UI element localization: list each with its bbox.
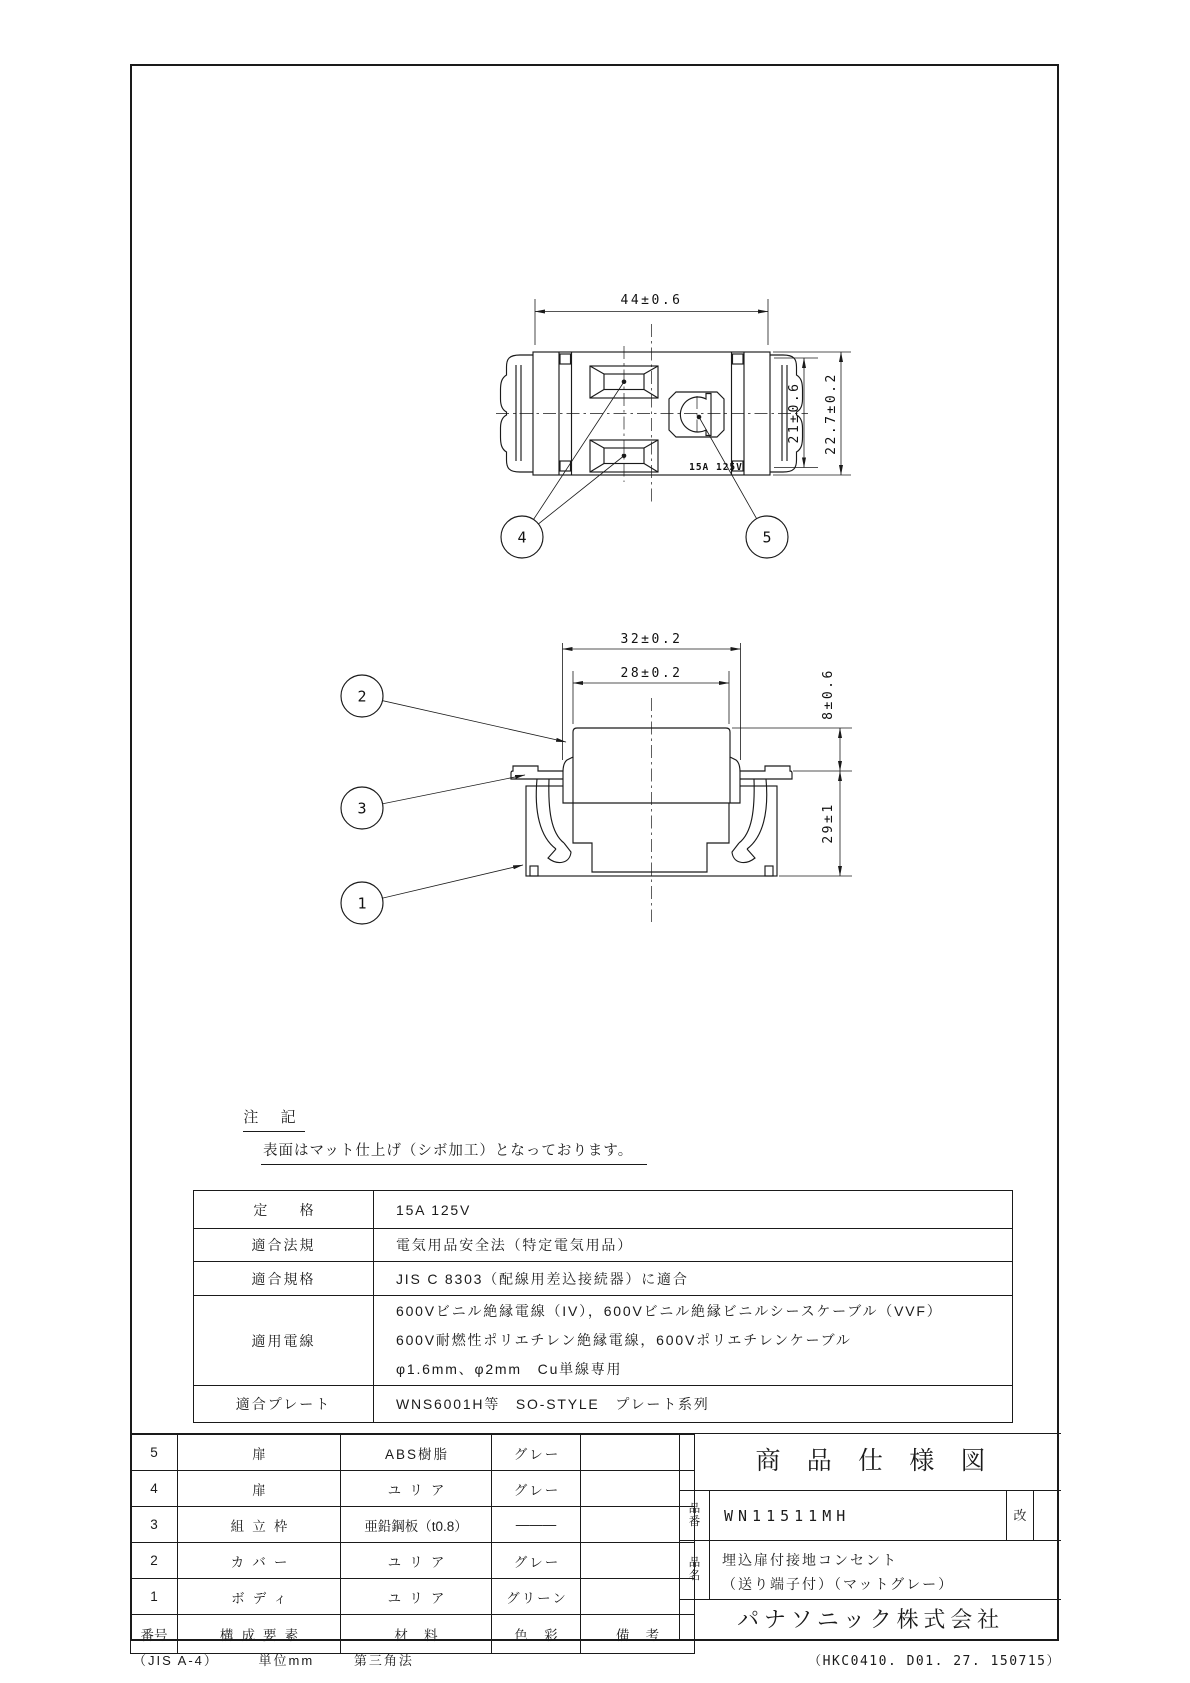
spec-row-standard (194, 1262, 1013, 1296)
part-material: ABS樹脂 (384, 1446, 450, 1462)
part-component: 組立枠 (230, 1518, 296, 1534)
parts-row (131, 1543, 695, 1579)
parts-header-no: 番号 (131, 1615, 178, 1654)
spec-label: 適合プレート (194, 1386, 374, 1423)
parts-table (130, 1434, 695, 1654)
spec-row-plate (194, 1386, 1013, 1423)
part-color: ——— (492, 1507, 581, 1543)
parts-row (131, 1579, 695, 1615)
part-no: 3 (131, 1507, 178, 1543)
part-material: ユリア (387, 1482, 453, 1498)
footer-standard: （JIS A-4） (133, 1653, 219, 1668)
parts-header-component: 構成要素 (219, 1628, 307, 1643)
front-dim-inner-height: 21±0.6 (787, 381, 802, 444)
ground-hole (669, 392, 724, 437)
part-material: ユリア (387, 1554, 453, 1570)
product-name-line2: （送り端子付）（マットグレー） (722, 1576, 955, 1592)
callout-1-number: 1 (357, 894, 367, 913)
face-rating-label: 15A 125V (689, 462, 743, 473)
title-block (679, 1434, 1061, 1640)
footer-projection: 第三角法 (353, 1653, 414, 1668)
callout-2-number: 2 (357, 687, 367, 706)
part-component: ボディ (231, 1590, 295, 1606)
part-remarks (581, 1543, 695, 1579)
parts-row (131, 1507, 695, 1543)
part-remarks (581, 1507, 695, 1543)
spec-value: 電気用品安全法（特定電気用品） (374, 1229, 1013, 1262)
part-number-label-cell (680, 1491, 710, 1540)
part-component: 扉 (178, 1471, 341, 1507)
part-no: 2 (131, 1543, 178, 1579)
part-no: 5 (131, 1435, 178, 1471)
spec-value: 15A 125V (374, 1191, 1013, 1229)
spec-row-rating (194, 1191, 1013, 1229)
front-view (496, 293, 851, 558)
spec-wire-line: 600V耐燃性ポリエチレン絶縁電線，600Vポリエチレンケーブル (396, 1332, 852, 1348)
parts-header-color: 色彩 (514, 1628, 574, 1643)
side-view (341, 632, 852, 924)
product-name-row (680, 1541, 1061, 1600)
parts-row (131, 1435, 695, 1471)
spec-row-law (194, 1229, 1013, 1262)
product-name-line1: 埋込扉付接地コンセント (722, 1552, 898, 1568)
notes-body: 表面はマット仕上げ（シボ加工）となっております。 (261, 1139, 647, 1165)
spec-value: WNS6001H等 SO-STYLE プレート系列 (374, 1386, 1013, 1423)
part-color: グレー (513, 1554, 561, 1570)
drawing-title: 商品仕様図 (680, 1434, 1061, 1491)
footer-unit: 単位mm (258, 1653, 315, 1668)
part-number-value: WN11511MH (724, 1507, 851, 1525)
revision-cell: 改 (1006, 1491, 1034, 1540)
part-remarks (581, 1435, 695, 1471)
parts-header-material: 材料 (394, 1628, 454, 1643)
bottom-band (130, 1433, 1061, 1641)
part-remarks (581, 1579, 695, 1615)
product-name-label-cell (680, 1541, 710, 1599)
part-color: グレー (513, 1482, 561, 1498)
company-name: パナソニック株式会社 (737, 1607, 1004, 1632)
spec-label: 適合法規 (194, 1229, 374, 1262)
side-dim-body-height: 29±1 (821, 802, 836, 844)
parts-header-row (131, 1615, 695, 1654)
part-remarks (581, 1471, 695, 1507)
spec-wire-line: 600Vビニル絶縁電線（IV），600Vビニル絶縁ビニルシースケーブル（VVF） (396, 1303, 943, 1319)
notes-heading: 注 記 (243, 1106, 305, 1132)
footer-doc-code: （HKC0410. D01. 27. 150715） (808, 1654, 1061, 1669)
part-no: 4 (131, 1471, 178, 1507)
front-dim-width: 44±0.6 (620, 293, 683, 308)
spec-label: 定格 (253, 1201, 346, 1218)
footer-left (133, 1650, 448, 1669)
callout-5-number: 5 (762, 528, 772, 547)
spec-value: JIS C 8303（配線用差込接続器）に適合 (374, 1262, 1013, 1296)
part-number-label: 品番 (688, 1502, 701, 1528)
part-component: 扉 (178, 1435, 341, 1471)
spec-row-wires (194, 1296, 1013, 1386)
side-dim-cover-height: 8±0.6 (821, 668, 836, 720)
parts-row (131, 1471, 695, 1507)
part-component: カバー (230, 1554, 296, 1570)
product-name-label: 品名 (688, 1557, 701, 1582)
callout-3-number: 3 (357, 799, 367, 818)
part-number-row (680, 1491, 1061, 1541)
spec-label: 適用電線 (194, 1296, 374, 1386)
part-material: ユリア (387, 1590, 453, 1606)
spec-label: 適合規格 (194, 1262, 374, 1296)
part-material: 亜鉛鋼板（t0.8） (341, 1507, 492, 1543)
spec-wire-line: φ1.6mm、φ2mm Cu単線専用 (396, 1361, 623, 1377)
spec-table (193, 1190, 1013, 1423)
part-color: グレー (513, 1446, 561, 1462)
part-color: グリーン (506, 1590, 568, 1606)
front-dim-outer-height: 22.7±0.2 (824, 372, 839, 455)
side-dim-inner-width: 28±0.2 (620, 666, 683, 681)
side-dim-outer-width: 32±0.2 (620, 632, 683, 647)
parts-header-remarks: 備考 (615, 1628, 676, 1643)
part-no: 1 (131, 1579, 178, 1615)
callout-4-number: 4 (517, 528, 527, 547)
